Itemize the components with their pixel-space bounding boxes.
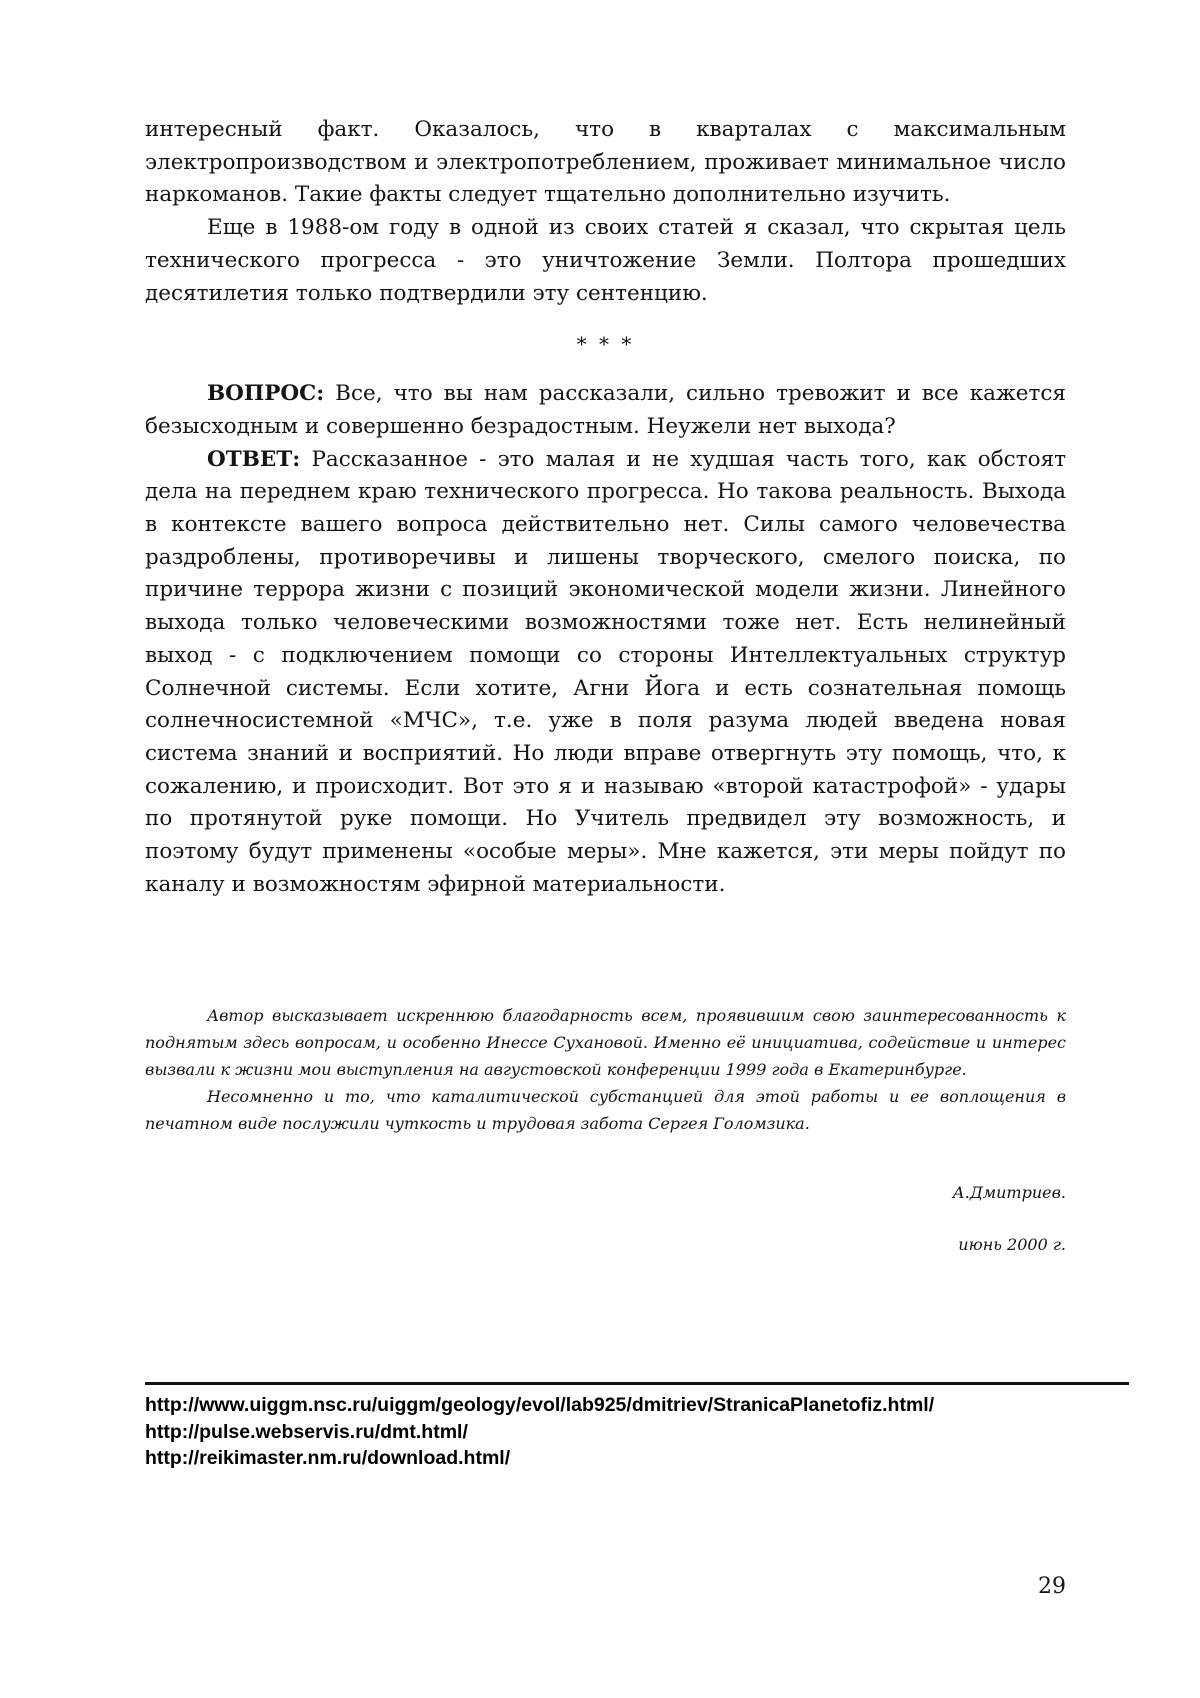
question-text: Все, что вы нам рассказали, сильно тревожит и все кажется безысходным и совершенно безрадостным. Неужели нет выхода? [145, 381, 1066, 439]
link-uiggm[interactable]: http://www.uiggm.nsc.ru/uiggm/geology/evol/lab925/dmitriev/StranicaPlanetofiz.html/ [145, 1394, 935, 1416]
acknowledgement-paragraph-1: Автор высказывает искреннюю благодарность всем, проявившим свою заинтересованность к поднятым здесь вопросам, и особенно Инессе Сухановой. Именно её инициатива, содействие и интерес вызвали к жизни мои выступления на августовской конференции 1999 года в Екатеринбурге. [145, 1006, 1066, 1079]
answer-label: ОТВЕТ: [207, 446, 301, 472]
paragraph-1988: Еще в 1988-ом году в одной из своих статей я сказал, что скрытая цель технического прогресса - это уничтожение Земли. Полтора прошедших десятилетия только подтвердили эту сентенцию. [145, 215, 1066, 306]
horizontal-rule [145, 1382, 1129, 1385]
question-paragraph [145, 378, 1066, 443]
acknowledgement [145, 1002, 1066, 1137]
paragraph-continuation: интересный факт. Оказалось, что в кварталах с максимальным электропроизводством и электропотреблением, проживает минимальное число наркоманов. Такие факты следует тщательно дополнительно изучить. [145, 117, 1066, 208]
signature-author: А.Дмитриев. [952, 1183, 1066, 1202]
link-pulse[interactable]: http://pulse.webservis.ru/dmt.html/ [145, 1420, 468, 1443]
section-separator: * * * [576, 332, 635, 357]
page-number: 29 [1038, 1574, 1066, 1599]
main-text [145, 114, 1066, 901]
question-label: ВОПРОС: [207, 381, 325, 407]
acknowledgement-paragraph-2: Несомненно и то, что каталитической субстанцией для этой работы и ее воплощения в печатном виде послужили чуткость и трудовая забота Сергея Голомзика. [145, 1087, 1066, 1133]
link-list [145, 1392, 934, 1472]
link-reikimaster[interactable]: http://reikimaster.nm.ru/download.html/ [145, 1447, 511, 1469]
answer-text: Рассказанное - это малая и не худшая часть того, как обстоят дела на переднем краю технического прогресса. Но такова реальность. Выхода в контексте вашего вопроса действительно нет. Силы самого человечества раздроблены, противоречивы и лишены творческого, смелого поиска, по причине террора жизни с позиций экономической модели жизни. Линейного выхода только человеческими возможностями тоже нет. Есть нелинейный выход - с подключением помощи со стороны Интеллектуальных структур Солнечной системы. Если хотите, Агни Йога и есть сознательная помощь солнечносистемной «МЧС», т.е. уже в поля разума людей введена новая система знаний и восприятий. Но люди вправе отвергнуть эту помощь, что, к сожалению, и происходит. Вот это я и называю «второй катастрофой» - удары по протянутой руке помощи. Но Учитель предвидел эту возможность, и поэтому будут применены «особые меры». Мне кажется, эти меры пойдут по каналу и возможностям эфирной материальности. [145, 446, 1066, 897]
answer-paragraph [145, 444, 1066, 902]
signature-date: июнь 2000 г. [958, 1235, 1066, 1254]
